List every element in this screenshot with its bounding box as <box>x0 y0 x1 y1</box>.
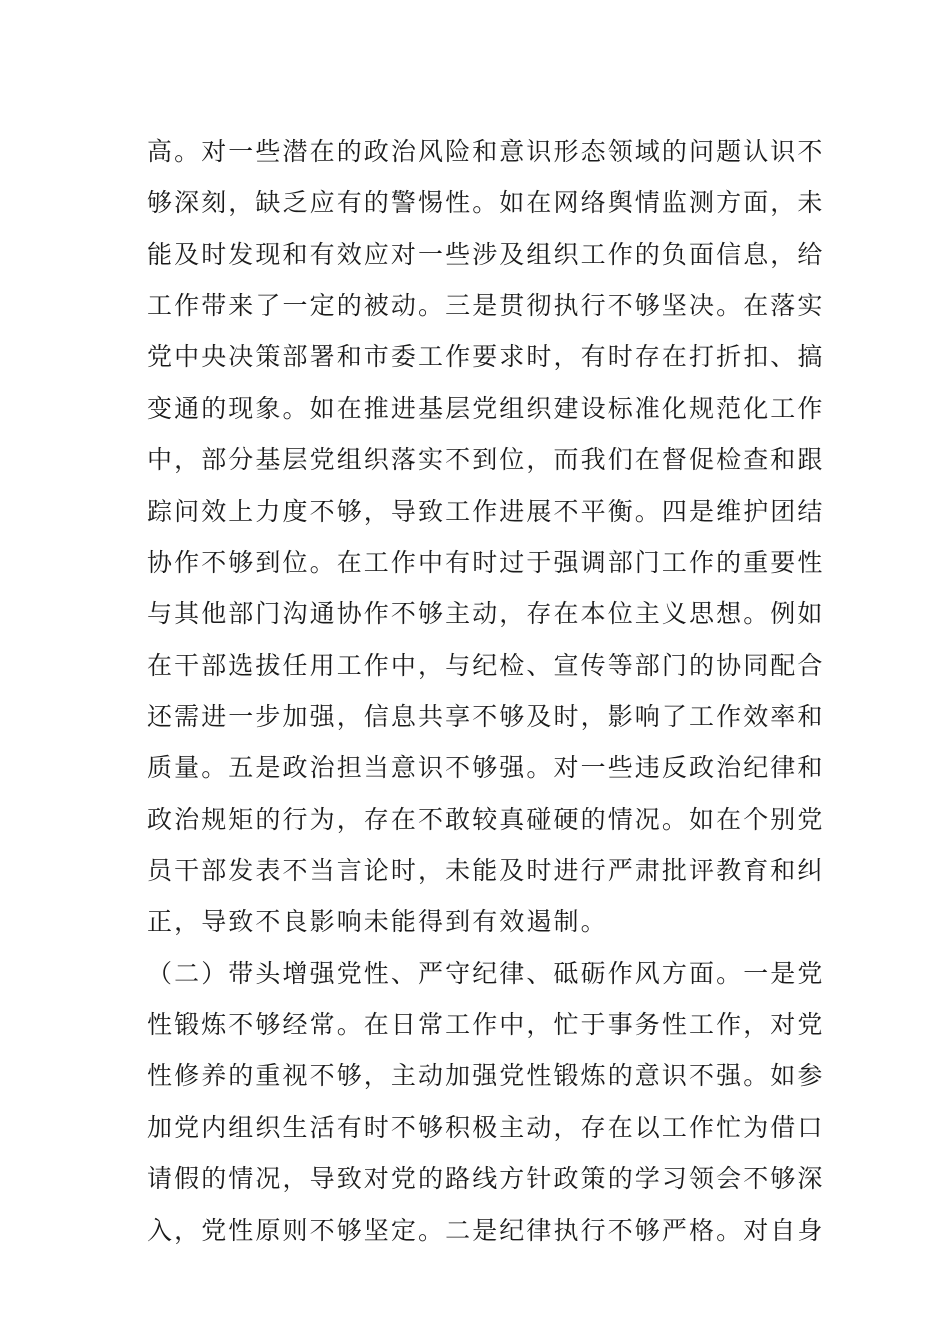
text-line: 够深刻，缺乏应有的警惕性。如在网络舆情监测方面，未 <box>147 188 825 217</box>
text-line: 质量。五是政治担当意识不够强。对一些违反政治纪律和 <box>147 753 825 782</box>
text-line: 加党内组织生活有时不够积极主动，存在以工作忙为借口 <box>147 1113 825 1142</box>
text-line: 正，导致不良影响未能得到有效遏制。 <box>147 907 608 936</box>
text-line: 政治规矩的行为，存在不敢较真碰硬的情况。如在个别党 <box>147 805 825 834</box>
text-line: 协作不够到位。在工作中有时过于强调部门工作的重要性 <box>147 548 825 577</box>
text-line: 在干部选拔任用工作中，与纪检、宣传等部门的协同配合 <box>147 651 825 680</box>
text-line: 入，党性原则不够坚定。二是纪律执行不够严格。对自身 <box>147 1216 825 1245</box>
text-line: 中，部分基层党组织落实不到位，而我们在督促检查和跟 <box>147 445 825 474</box>
text-line: 变通的现象。如在推进基层党组织建设标准化规范化工作 <box>147 394 825 423</box>
text-line: 性修养的重视不够，主动加强党性锻炼的意识不强。如参 <box>147 1061 825 1090</box>
text-line: 党中央决策部署和市委工作要求时，有时存在打折扣、搞 <box>147 342 825 371</box>
text-line: 性锻炼不够经常。在日常工作中，忙于事务性工作，对党 <box>147 1010 825 1039</box>
text-line: 请假的情况，导致对党的路线方针政策的学习领会不够深 <box>147 1164 825 1193</box>
text-line: 与其他部门沟通协作不够主动，存在本位主义思想。例如 <box>147 599 825 628</box>
text-line: 踪问效上力度不够，导致工作进展不平衡。四是维护团结 <box>147 497 825 526</box>
text-line: 高。对一些潜在的政治风险和意识形态领域的问题认识不 <box>147 137 825 166</box>
text-line: 还需进一步加强，信息共享不够及时，影响了工作效率和 <box>147 702 825 731</box>
text-line: 员干部发表不当言论时，未能及时进行严肃批评教育和纠 <box>147 856 825 885</box>
section-heading-line: （二）带头增强党性、严守纪律、砥砺作风方面。一是党 <box>147 959 825 988</box>
text-line: 能及时发现和有效应对一些涉及组织工作的负面信息，给 <box>147 240 825 269</box>
text-line: 工作带来了一定的被动。三是贯彻执行不够坚决。在落实 <box>147 291 825 320</box>
